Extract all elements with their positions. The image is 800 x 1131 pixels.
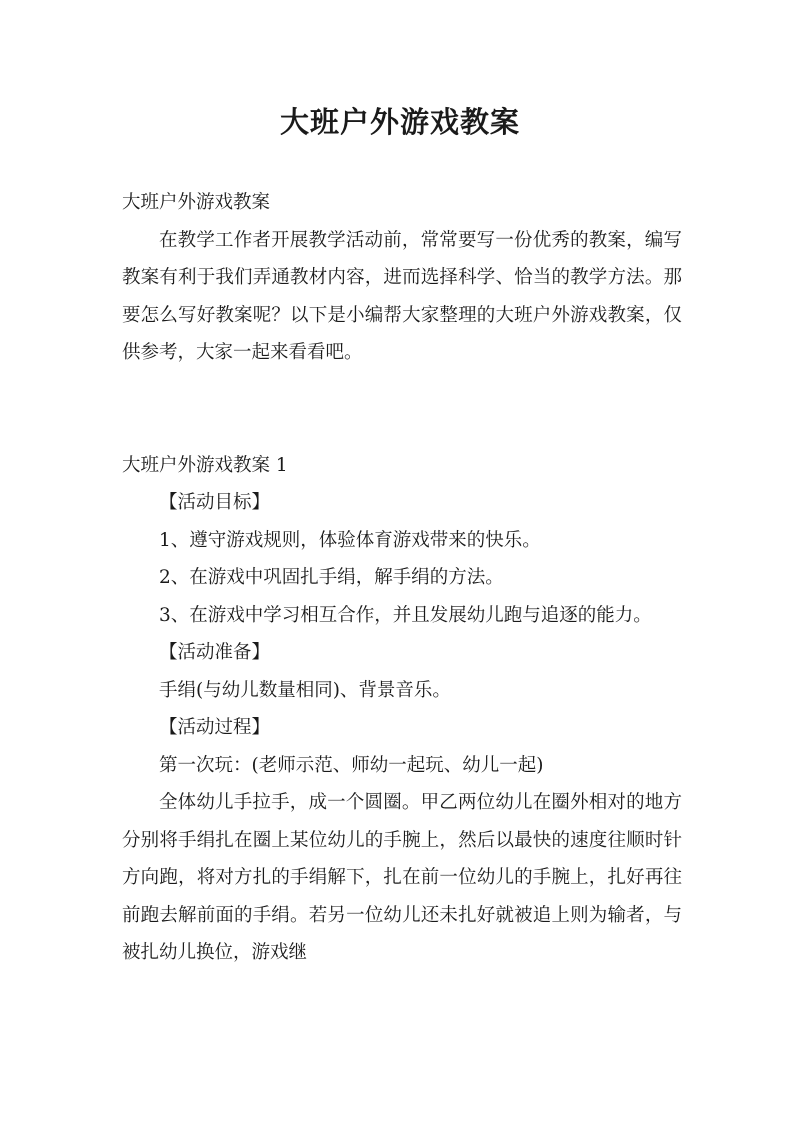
- goal-item: 3、在游戏中学习相互合作，并且发展幼儿跑与追逐的能力。: [159, 604, 652, 626]
- goal-item: 1、遵守游戏规则，体验体育游戏带来的快乐。: [159, 529, 541, 551]
- process-heading: 【活动过程】: [159, 717, 271, 738]
- section-heading: 大班户外游戏教案 1: [122, 454, 288, 476]
- goal-item: 2、在游戏中巩固扎手绢，解手绢的方法。: [159, 567, 504, 588]
- process-paragraph: 全体幼儿手拉手，成一个圆圈。甲乙两位幼儿在圈外相对的地方分别将手绢扎在圈上某位幼儿的手腕上，然后以最快的速度往顺时针方向跑，将对方扎的手绢解下，扎在前一位幼儿的手腕上，扎好再往前跑去解前面的手绢。若另一位幼儿还未扎好就被追上则为输者，与被扎幼儿换位，游戏继: [122, 792, 682, 963]
- prep-text: 手绢(与幼儿数量相同)、背景音乐。: [159, 679, 451, 701]
- process-first-round: 第一次玩：(老师示范、师幼一起玩、幼儿一起): [159, 754, 544, 776]
- section-spacer: [122, 372, 682, 447]
- intro-heading: 大班户外游戏教案: [122, 192, 271, 213]
- goals-heading: 【活动目标】: [159, 492, 271, 513]
- document-title: 大班户外游戏教案: [279, 105, 520, 139]
- intro-paragraph: 在教学工作者开展教学活动前，常常要写一份优秀的教案，编写教案有利于我们弄通教材内容，进而选择科学、恰当的教学方法。那要怎么写好教案呢？以下是小编帮大家整理的大班户外游戏教案，仅供参考，大家一起来看看吧。: [122, 229, 682, 363]
- prep-heading: 【活动准备】: [159, 642, 271, 663]
- document-body: [122, 184, 682, 972]
